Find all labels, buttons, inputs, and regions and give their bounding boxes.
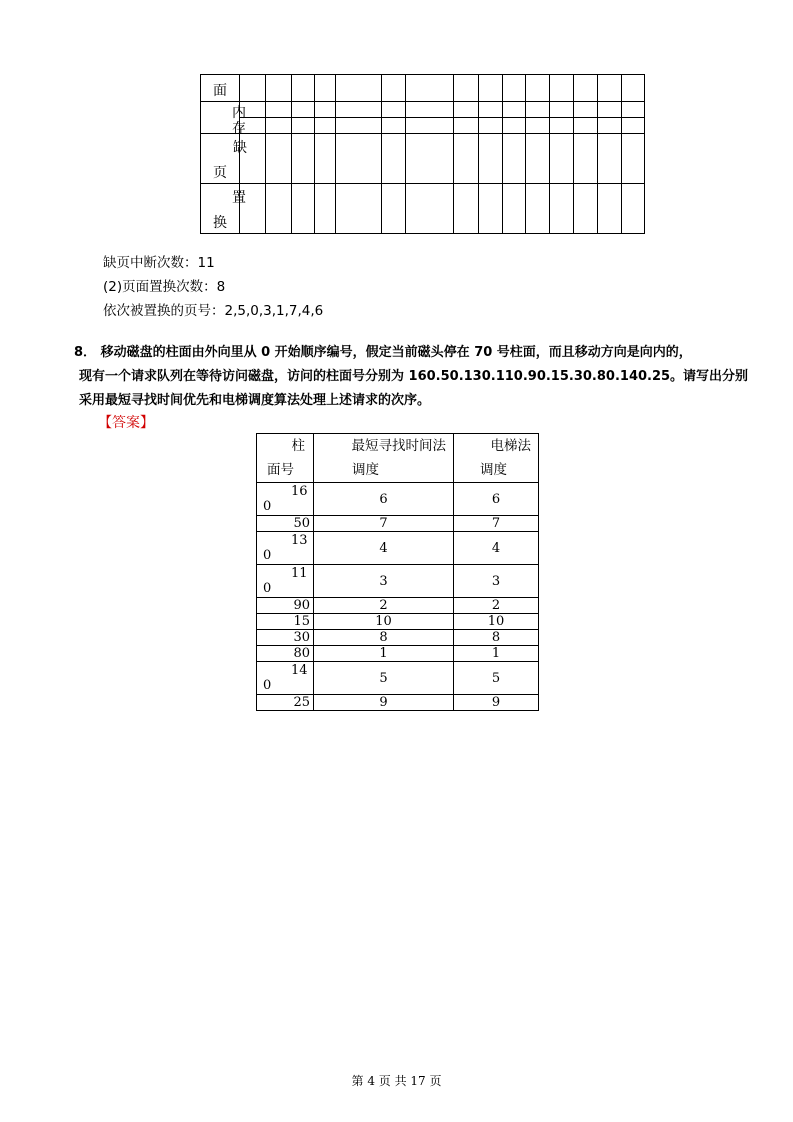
- grid-cell: [598, 118, 622, 134]
- grid-cell: [574, 102, 598, 118]
- sstf-order-cell: 8: [314, 630, 454, 646]
- answer-label: 【答案】: [98, 415, 154, 431]
- grid-cell: [622, 75, 645, 102]
- elevator-order-cell: 4: [454, 532, 539, 565]
- grid-cell: [598, 134, 622, 184]
- grid-label-ye: 页: [213, 165, 227, 181]
- table-row: [257, 516, 539, 532]
- elevator-order-cell: 6: [454, 483, 539, 516]
- cylinder-cell: 16 0: [257, 483, 314, 516]
- grid-cell: [266, 134, 292, 184]
- grid-cell: [479, 75, 503, 102]
- sstf-order-cell: 2: [314, 598, 454, 614]
- sstf-order-cell: 3: [314, 565, 454, 598]
- grid-cell: [292, 118, 315, 134]
- grid-cell: [336, 75, 382, 102]
- grid-cell: [622, 134, 645, 184]
- sstf-order-cell: 10: [314, 614, 454, 630]
- table-row: [257, 483, 539, 516]
- grid-cell: [406, 102, 454, 118]
- grid-cell: [406, 75, 454, 102]
- fault-count-text: 缺页中断次数：11: [103, 255, 215, 271]
- grid-cell: [266, 102, 292, 118]
- sstf-order-cell: 9: [314, 695, 454, 711]
- grid-label-cell: [201, 184, 246, 234]
- elevator-order-cell: 2: [454, 598, 539, 614]
- grid-row: [201, 102, 645, 118]
- replace-count-text: (2)页面置换次数：8: [103, 279, 226, 295]
- grid-cell: [292, 75, 315, 102]
- sstf-order-cell: 4: [314, 532, 454, 565]
- grid-label-mian: 面: [213, 83, 227, 99]
- table-row: [257, 614, 539, 630]
- grid-cell: [382, 102, 406, 118]
- grid-cell: [550, 184, 574, 234]
- grid-cell: [479, 184, 503, 234]
- disk-schedule-table: [256, 433, 539, 711]
- cylinder-cell: 25: [257, 695, 314, 711]
- table-row: [257, 695, 539, 711]
- grid-row: [201, 118, 645, 134]
- page-footer: 第 4 页 共 17 页: [351, 1074, 442, 1088]
- grid-cell: [550, 134, 574, 184]
- grid-cell: [315, 102, 336, 118]
- grid-cell: [315, 75, 336, 102]
- grid-cell: [454, 134, 479, 184]
- table-row: [257, 662, 539, 695]
- grid-cell: [406, 118, 454, 134]
- cylinder-cell: 15: [257, 614, 314, 630]
- grid-row: [201, 184, 645, 234]
- grid-label-cell-memory: [201, 102, 246, 137]
- grid-cell: [454, 75, 479, 102]
- grid-cell: [503, 102, 526, 118]
- sstf-order-cell: 5: [314, 662, 454, 695]
- grid-cell: [526, 134, 550, 184]
- table-row: [257, 598, 539, 614]
- header-elevator: 电梯法 调度: [454, 434, 539, 483]
- question-8-line-3: 采用最短寻找时间优先和电梯调度算法处理上述请求的次序。: [79, 393, 431, 408]
- header-sstf: 最短寻找时间法 调度: [314, 434, 454, 483]
- table-row: [257, 565, 539, 598]
- cylinder-cell: 80: [257, 646, 314, 662]
- grid-cell: [503, 118, 526, 134]
- grid-cell: [406, 134, 454, 184]
- grid-cell: [622, 118, 645, 134]
- grid-cell: [315, 184, 336, 234]
- grid-cell: [292, 134, 315, 184]
- sstf-order-cell: 6: [314, 483, 454, 516]
- grid-cell: [622, 102, 645, 118]
- sstf-order-cell: 7: [314, 516, 454, 532]
- grid-cell: [454, 118, 479, 134]
- grid-cell: [479, 118, 503, 134]
- grid-cell: [266, 75, 292, 102]
- grid-cell: [526, 118, 550, 134]
- elevator-order-cell: 9: [454, 695, 539, 711]
- grid-cell: [315, 118, 336, 134]
- grid-cell: [574, 118, 598, 134]
- grid-row: [201, 75, 645, 102]
- replaced-pages-text: 依次被置换的页号：2,5,0,3,1,7,4,6: [103, 303, 324, 319]
- grid-cell: [598, 102, 622, 118]
- grid-cell: [550, 75, 574, 102]
- grid-cell: [292, 184, 315, 234]
- grid-cell: [574, 75, 598, 102]
- grid-label-que: 缺: [233, 140, 247, 156]
- grid-cell: [550, 102, 574, 118]
- grid-label-cun: 存: [232, 121, 246, 137]
- elevator-order-cell: 8: [454, 630, 539, 646]
- grid-cell: [292, 102, 315, 118]
- grid-cell: [266, 184, 292, 234]
- question-8-line-1: 8． 移动磁盘的柱面由外向里从 0 开始顺序编号，假定当前磁头停在 70 号柱面，而且移动方向是向内的，: [74, 345, 692, 360]
- table-row: [257, 630, 539, 646]
- grid-label-cell: [201, 134, 247, 184]
- cylinder-cell: 11 0: [257, 565, 314, 598]
- grid-cell: [598, 75, 622, 102]
- grid-label-zhi: 置: [232, 190, 246, 206]
- grid-cell: [550, 118, 574, 134]
- grid-cell: [574, 184, 598, 234]
- cylinder-cell: 90: [257, 598, 314, 614]
- sstf-order-cell: 1: [314, 646, 454, 662]
- cylinder-cell: 50: [257, 516, 314, 532]
- elevator-order-cell: 7: [454, 516, 539, 532]
- cylinder-cell: 13 0: [257, 532, 314, 565]
- elevator-order-cell: 1: [454, 646, 539, 662]
- grid-cell: [526, 184, 550, 234]
- page-replacement-grid: [200, 74, 645, 234]
- question-8-line-2: 现有一个请求队列在等待访问磁盘，访问的柱面号分别为 160.50.130.110.90.15.30.80.140.25。请写出分别: [79, 369, 749, 384]
- grid-cell: [479, 102, 503, 118]
- table-row: [257, 646, 539, 662]
- grid-cell: [382, 134, 406, 184]
- elevator-order-cell: 10: [454, 614, 539, 630]
- grid-cell: [526, 102, 550, 118]
- grid-cell: [406, 184, 454, 234]
- header-cylinder: 柱 面号: [257, 434, 314, 483]
- grid-cell: [336, 118, 382, 134]
- grid-cell: [622, 184, 645, 234]
- grid-cell: [336, 102, 382, 118]
- grid-cell: [454, 184, 479, 234]
- grid-cell: [382, 75, 406, 102]
- grid-label-nei: 内: [232, 105, 246, 121]
- grid-cell: [315, 134, 336, 184]
- grid-cell: [382, 184, 406, 234]
- grid-label-huan: 换: [213, 215, 227, 231]
- grid-cell: [382, 118, 406, 134]
- grid-label-cell: [201, 75, 240, 102]
- cylinder-cell: 14 0: [257, 662, 314, 695]
- grid-cell: [454, 102, 479, 118]
- grid-cell: [240, 75, 266, 102]
- cylinder-cell: 30: [257, 630, 314, 646]
- grid-cell: [503, 75, 526, 102]
- grid-cell: [503, 184, 526, 234]
- grid-cell: [336, 134, 382, 184]
- grid-cell: [503, 134, 526, 184]
- grid-cell: [266, 118, 292, 134]
- table-row: [257, 532, 539, 565]
- grid-cell: [598, 184, 622, 234]
- grid-cell: [336, 184, 382, 234]
- elevator-order-cell: 5: [454, 662, 539, 695]
- grid-cell: [479, 134, 503, 184]
- grid-row: [201, 134, 645, 184]
- grid-cell: [526, 75, 550, 102]
- grid-cell: [574, 134, 598, 184]
- elevator-order-cell: 3: [454, 565, 539, 598]
